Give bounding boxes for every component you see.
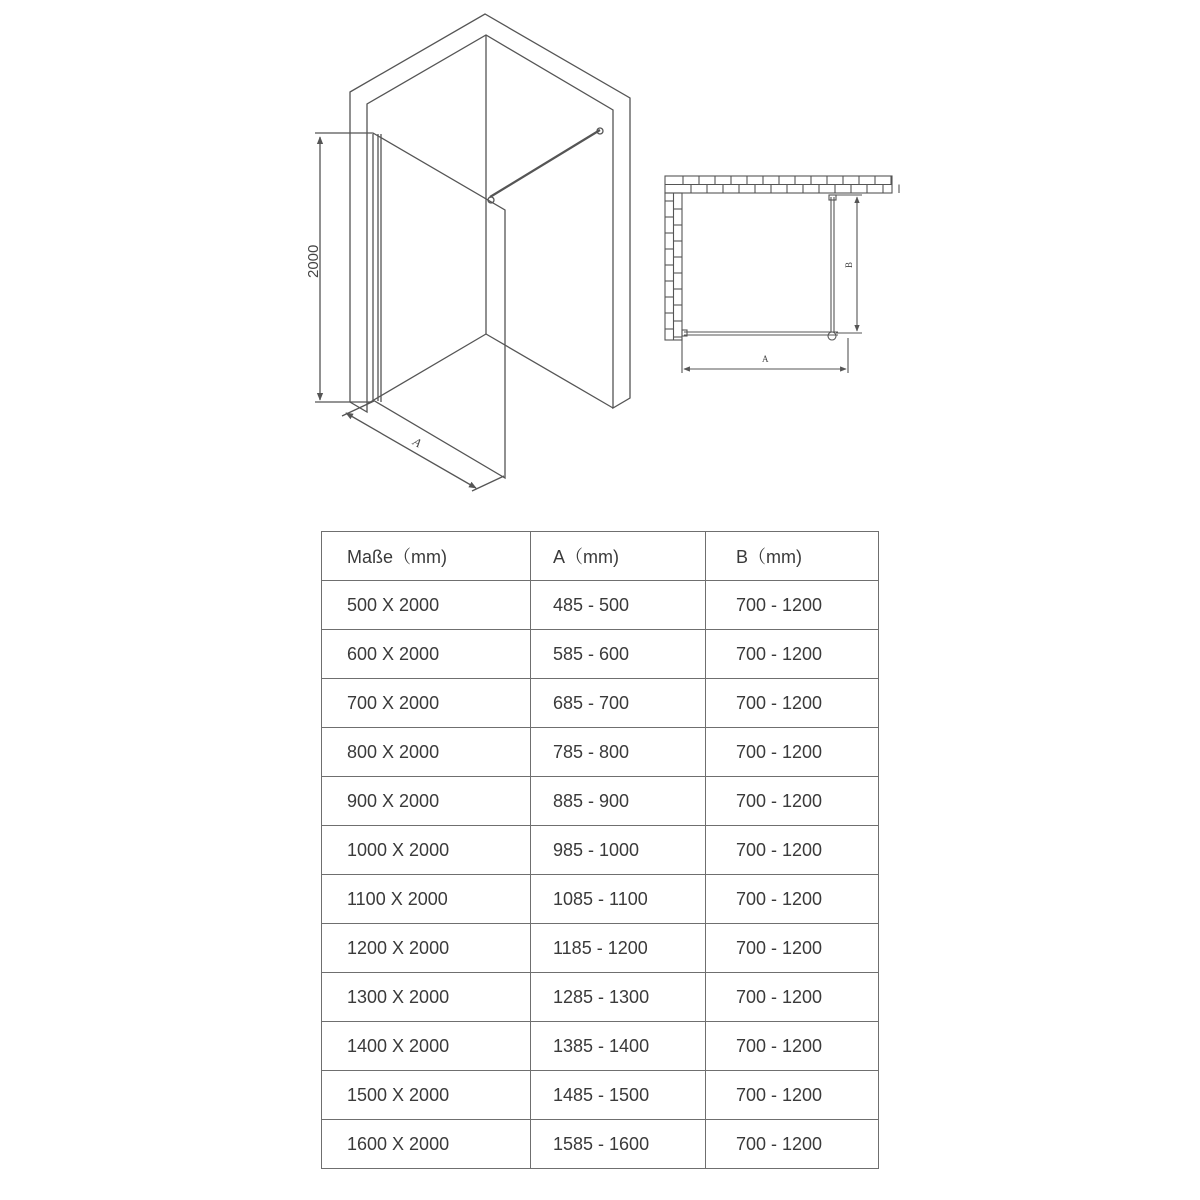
width-ext-left xyxy=(342,401,374,416)
technical-drawings xyxy=(0,0,1200,510)
cell-dimensions: 1400 X 2000 xyxy=(322,1022,531,1071)
cell-dimensions: 900 X 2000 xyxy=(322,777,531,826)
cell-dimensions: 500 X 2000 xyxy=(322,581,531,630)
table-row xyxy=(322,630,879,679)
cell-b: 700 - 1200 xyxy=(706,630,879,679)
width-ext-right xyxy=(472,476,504,491)
cell-dimensions: 1000 X 2000 xyxy=(322,826,531,875)
cell-b: 700 - 1200 xyxy=(706,777,879,826)
table-header-row xyxy=(322,532,879,581)
cell-dimensions: 1100 X 2000 xyxy=(322,875,531,924)
cell-a: 985 - 1000 xyxy=(531,826,706,875)
cell-b: 700 - 1200 xyxy=(706,973,879,1022)
plan-width-label: A xyxy=(762,354,769,364)
header-b: B（mm) xyxy=(706,532,879,581)
cell-a: 785 - 800 xyxy=(531,728,706,777)
iso-width-label: A xyxy=(410,434,424,451)
cell-a: 1585 - 1600 xyxy=(531,1120,706,1169)
stabilizer-bar xyxy=(490,130,600,197)
plan-depth-label: B xyxy=(844,261,854,268)
cell-dimensions: 1200 X 2000 xyxy=(322,924,531,973)
table-row xyxy=(322,875,879,924)
table-row xyxy=(322,1022,879,1071)
cell-a: 485 - 500 xyxy=(531,581,706,630)
cell-dimensions: 600 X 2000 xyxy=(322,630,531,679)
cell-dimensions: 800 X 2000 xyxy=(322,728,531,777)
table-row xyxy=(322,581,879,630)
cell-dimensions: 1600 X 2000 xyxy=(322,1120,531,1169)
isometric-view xyxy=(315,14,630,491)
cell-a: 1085 - 1100 xyxy=(531,875,706,924)
cell-a: 1285 - 1300 xyxy=(531,973,706,1022)
table-row xyxy=(322,826,879,875)
wall-outline xyxy=(350,14,630,412)
cell-b: 700 - 1200 xyxy=(706,1071,879,1120)
cell-a: 1385 - 1400 xyxy=(531,1022,706,1071)
cell-dimensions: 700 X 2000 xyxy=(322,679,531,728)
cell-b: 700 - 1200 xyxy=(706,679,879,728)
cell-a: 685 - 700 xyxy=(531,679,706,728)
cell-a: 1185 - 1200 xyxy=(531,924,706,973)
cell-dimensions: 1500 X 2000 xyxy=(322,1071,531,1120)
cell-b: 700 - 1200 xyxy=(706,875,879,924)
cell-a: 885 - 900 xyxy=(531,777,706,826)
plan-view xyxy=(665,176,899,373)
cell-dimensions: 1300 X 2000 xyxy=(322,973,531,1022)
table-row xyxy=(322,973,879,1022)
table-row xyxy=(322,777,879,826)
header-a: A（mm) xyxy=(531,532,706,581)
sizes-table xyxy=(321,531,879,1169)
cell-b: 700 - 1200 xyxy=(706,728,879,777)
glass-panel xyxy=(373,133,505,478)
table-row xyxy=(322,728,879,777)
cell-b: 700 - 1200 xyxy=(706,1022,879,1071)
table-row xyxy=(322,924,879,973)
width-dim-line xyxy=(346,413,476,488)
table-row xyxy=(322,1120,879,1169)
cell-a: 1485 - 1500 xyxy=(531,1071,706,1120)
table-row xyxy=(322,679,879,728)
cell-b: 700 - 1200 xyxy=(706,924,879,973)
cell-b: 700 - 1200 xyxy=(706,581,879,630)
iso-height-label: 2000 xyxy=(305,244,322,278)
header-dimensions: Maße（mm) xyxy=(322,532,531,581)
cell-b: 700 - 1200 xyxy=(706,826,879,875)
plan-bar-mount xyxy=(829,195,836,200)
plan-bar-clamp xyxy=(828,332,836,340)
table-row xyxy=(322,1071,879,1120)
cell-a: 585 - 600 xyxy=(531,630,706,679)
floor-edge-left xyxy=(367,334,486,404)
cell-b: 700 - 1200 xyxy=(706,1120,879,1169)
